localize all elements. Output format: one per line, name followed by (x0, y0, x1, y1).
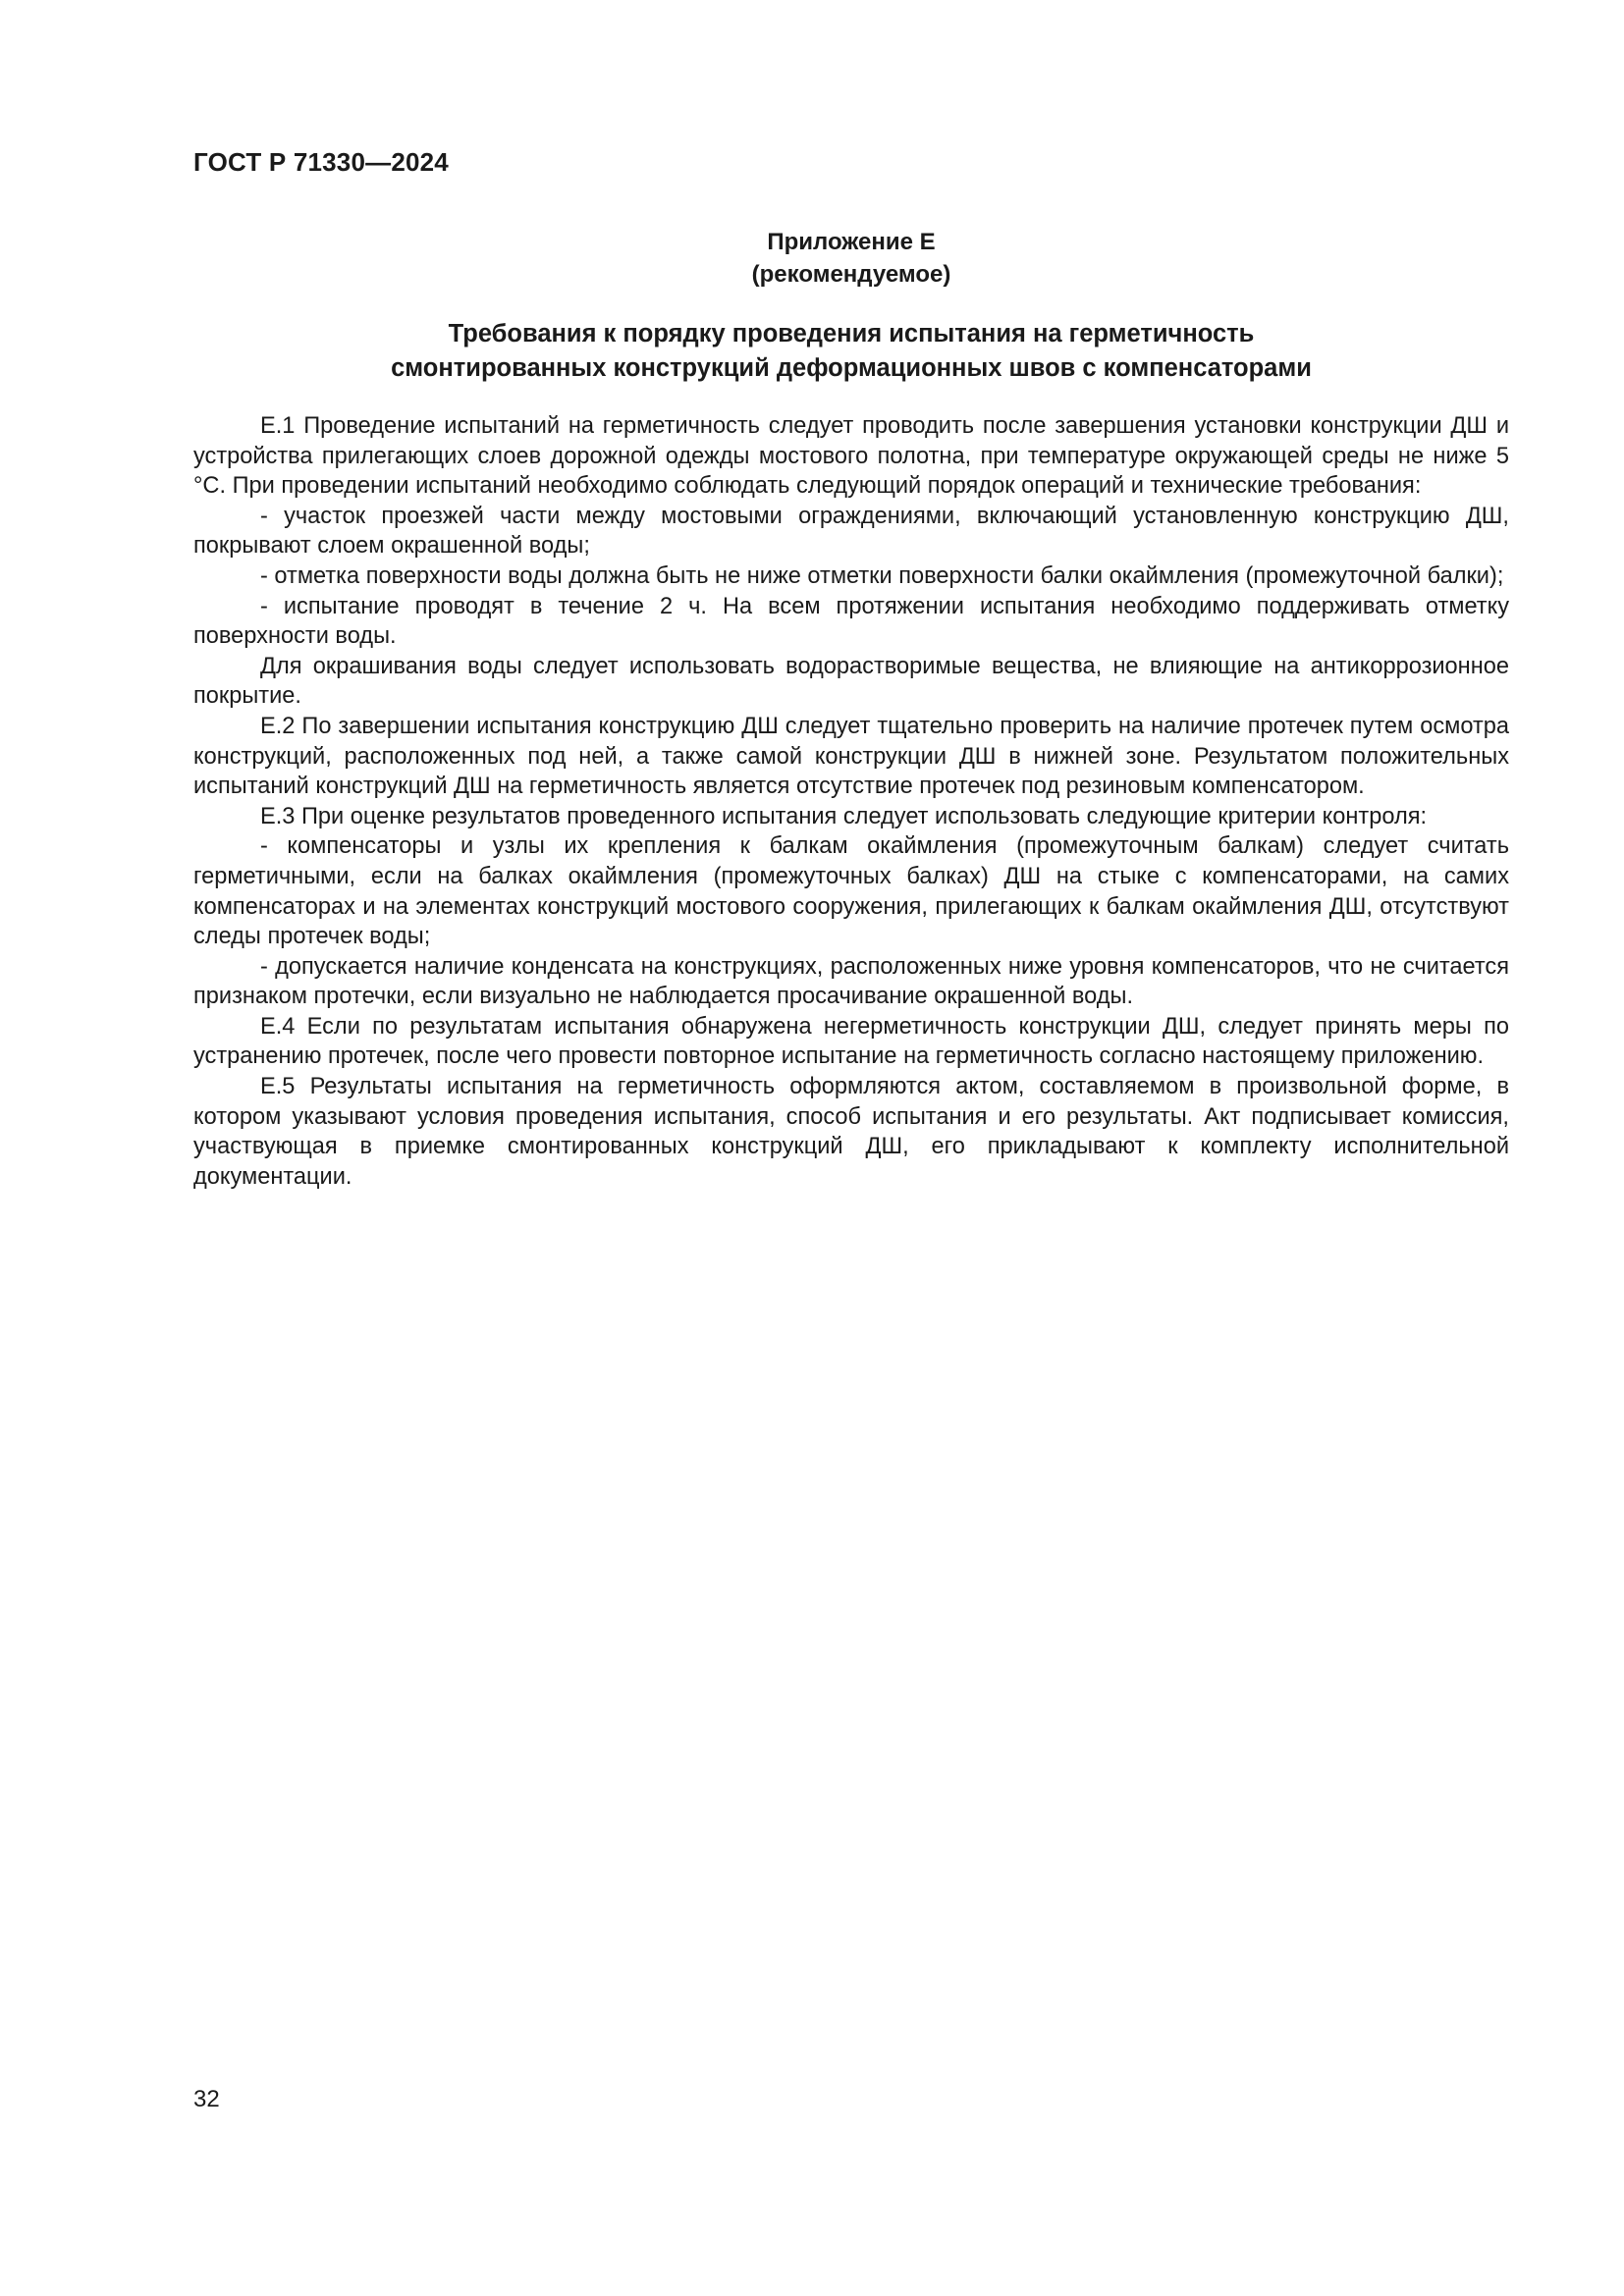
list-item: - компенсаторы и узлы их крепления к балкам окаймления (промежуточным балкам) следует считать герметичными, если на балках окаймления (промежуточных балках) ДШ на стыке с компенсаторами, на самих компенсаторах и на элементах конструкций мостового сооружения, прилегающих к балкам окаймления ДШ, отсутствуют следы протечек воды; (193, 833, 1509, 950)
section-title-line-2: смонтированных конструкций деформационных швов с компенсаторами (391, 354, 1312, 382)
list-item: - испытание проводят в течение 2 ч. На всем протяжении испытания необходимо поддерживать отметку поверхности воды. (193, 593, 1509, 650)
list-item: - участок проезжей части между мостовыми ограждениями, включающий установленную конструкцию ДШ, покрывают слоем окрашенной воды; (193, 503, 1509, 560)
body-text (193, 411, 1509, 1192)
page-number: 32 (193, 2086, 220, 2112)
list-item: - допускается наличие конденсата на конструкциях, расположенных ниже уровня компенсаторов, что не считается признаком протечки, если визуально не наблюдается просачивание окрашенной воды. (193, 953, 1509, 1010)
paragraph-e4: Е.4 Если по результатам испытания обнаружена негерметичность конструкции ДШ, следует принять меры по устранению протечек, после чего провести повторное испытание на герметичность согласно настоящему приложению. (193, 1013, 1509, 1070)
appendix-label: Приложение Е (767, 229, 936, 255)
paragraph-e3: Е.3 При оценке результатов проведенного испытания следует использовать следующие критерии контроля: (260, 803, 1428, 829)
appendix-heading (193, 226, 1509, 291)
document-code: ГОСТ Р 71330—2024 (193, 147, 449, 177)
paragraph-coloring: Для окрашивания воды следует использовать водорастворимые вещества, не влияющие на антикоррозионное покрытие. (193, 653, 1509, 710)
section-title-line-1: Требования к порядку проведения испытания на герметичность (448, 320, 1255, 347)
list-item: - отметка поверхности воды должна быть не ниже отметки поверхности балки окаймления (промежуточной балки); (260, 562, 1504, 589)
paragraph-e5: Е.5 Результаты испытания на герметичность оформляются актом, составляемом в произвольной форме, в котором указывают условия проведения испытания, способ испытания и его результаты. Акт подписывает комиссия, участвующая в приемке смонтированных конструкций ДШ, его прикладывают к комплекту исполнительной документации. (193, 1074, 1509, 1190)
appendix-status: (рекомендуемое) (751, 261, 951, 288)
paragraph-e2: Е.2 По завершении испытания конструкцию ДШ следует тщательно проверить на наличие протечек путем осмотра конструкций, расположенных под ней, а также самой конструкции ДШ в нижней зоне. Результатом положительных испытаний конструкций ДШ на герметичность является отсутствие протечек под резиновым компенсатором. (193, 713, 1509, 800)
section-title (193, 317, 1509, 386)
paragraph-e1: Е.1 Проведение испытаний на герметичность следует проводить после завершения установки конструкции ДШ и устройства прилегающих слоев дорожной одежды мостового полотна, при температуре окружающей среды не ниже 5 °С. При проведении испытаний необходимо соблюдать следующий порядок операций и технические требования: (193, 413, 1509, 500)
